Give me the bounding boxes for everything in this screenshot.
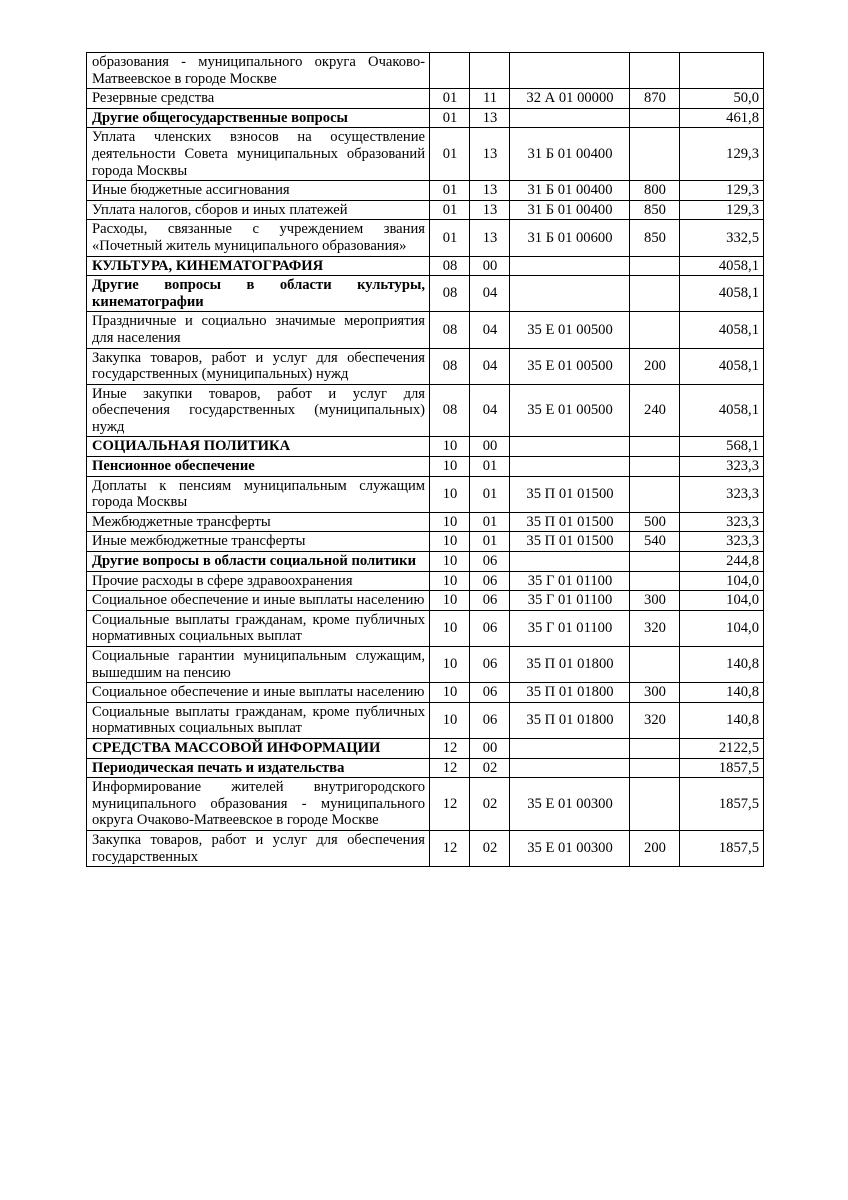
expense-name-cell: Периодическая печать и издательства xyxy=(87,758,430,778)
section-code-cell xyxy=(430,53,470,89)
table-row xyxy=(87,312,764,348)
subsection-code-cell: 00 xyxy=(470,437,510,457)
section-code-cell: 01 xyxy=(430,200,470,220)
amount-cell: 129,3 xyxy=(680,181,764,201)
section-code-cell: 01 xyxy=(430,220,470,256)
amount-cell: 104,0 xyxy=(680,571,764,591)
section-code-cell: 10 xyxy=(430,532,470,552)
amount-cell: 129,3 xyxy=(680,128,764,181)
subsection-code-cell: 04 xyxy=(470,384,510,437)
amount-cell: 4058,1 xyxy=(680,348,764,384)
expense-name-cell: Другие общегосударственные вопросы xyxy=(87,108,430,128)
expense-name-cell: Информирование жителей внутригородского муниципального образования - муниципального округа Очаково-Матвеевское в городе Москве xyxy=(87,778,430,831)
expense-name-cell: Социальное обеспечение и иные выплаты населению xyxy=(87,683,430,703)
amount-cell: 568,1 xyxy=(680,437,764,457)
section-code-cell: 10 xyxy=(430,702,470,738)
subsection-code-cell: 06 xyxy=(470,591,510,611)
table-row xyxy=(87,647,764,683)
target-article-cell: 35 Е 01 00500 xyxy=(510,384,630,437)
section-code-cell: 10 xyxy=(430,437,470,457)
expense-type-cell: 850 xyxy=(630,200,680,220)
expense-name-cell: Закупка товаров, работ и услуг для обеспечения государственных xyxy=(87,830,430,866)
amount-cell: 4058,1 xyxy=(680,384,764,437)
table-row xyxy=(87,437,764,457)
table-row xyxy=(87,571,764,591)
table-row xyxy=(87,702,764,738)
table-row xyxy=(87,108,764,128)
amount-cell: 140,8 xyxy=(680,702,764,738)
target-article-cell: 35 П 01 01800 xyxy=(510,702,630,738)
section-code-cell: 08 xyxy=(430,312,470,348)
subsection-code-cell: 00 xyxy=(470,256,510,276)
expense-type-cell xyxy=(630,312,680,348)
subsection-code-cell: 01 xyxy=(470,457,510,477)
table-row xyxy=(87,552,764,572)
section-code-cell: 08 xyxy=(430,276,470,312)
section-code-cell: 10 xyxy=(430,591,470,611)
target-article-cell: 31 Б 01 00600 xyxy=(510,220,630,256)
table-row xyxy=(87,591,764,611)
table-row xyxy=(87,476,764,512)
amount-cell: 244,8 xyxy=(680,552,764,572)
subsection-code-cell xyxy=(470,53,510,89)
target-article-cell: 35 Г 01 01100 xyxy=(510,591,630,611)
table-row xyxy=(87,610,764,646)
expense-type-cell xyxy=(630,778,680,831)
section-code-cell: 10 xyxy=(430,571,470,591)
section-code-cell: 12 xyxy=(430,778,470,831)
subsection-code-cell: 13 xyxy=(470,128,510,181)
section-code-cell: 08 xyxy=(430,384,470,437)
subsection-code-cell: 04 xyxy=(470,276,510,312)
expense-name-cell: Праздничные и социально значимые мероприятия для населения xyxy=(87,312,430,348)
amount-cell: 461,8 xyxy=(680,108,764,128)
section-code-cell: 10 xyxy=(430,610,470,646)
target-article-cell: 35 П 01 01800 xyxy=(510,647,630,683)
expense-type-cell xyxy=(630,476,680,512)
subsection-code-cell: 06 xyxy=(470,571,510,591)
target-article-cell xyxy=(510,552,630,572)
table-row xyxy=(87,830,764,866)
expense-name-cell: Расходы, связанные с учреждением звания «Почетный житель муниципального образования» xyxy=(87,220,430,256)
amount-cell: 4058,1 xyxy=(680,276,764,312)
budget-table-body xyxy=(87,53,764,867)
table-row xyxy=(87,512,764,532)
expense-type-cell: 870 xyxy=(630,89,680,109)
section-code-cell: 12 xyxy=(430,758,470,778)
section-code-cell: 01 xyxy=(430,128,470,181)
table-row xyxy=(87,738,764,758)
table-row xyxy=(87,181,764,201)
expense-type-cell xyxy=(630,738,680,758)
amount-cell: 332,5 xyxy=(680,220,764,256)
expense-name-cell: Иные межбюджетные трансферты xyxy=(87,532,430,552)
amount-cell: 323,3 xyxy=(680,476,764,512)
amount-cell: 4058,1 xyxy=(680,312,764,348)
amount-cell: 2122,5 xyxy=(680,738,764,758)
amount-cell: 50,0 xyxy=(680,89,764,109)
section-code-cell: 01 xyxy=(430,89,470,109)
amount-cell: 1857,5 xyxy=(680,778,764,831)
expense-type-cell xyxy=(630,128,680,181)
table-row xyxy=(87,220,764,256)
target-article-cell: 35 Е 01 00300 xyxy=(510,778,630,831)
table-row xyxy=(87,53,764,89)
target-article-cell: 35 П 01 01500 xyxy=(510,476,630,512)
target-article-cell: 35 Е 01 00500 xyxy=(510,348,630,384)
expense-type-cell xyxy=(630,276,680,312)
amount-cell: 104,0 xyxy=(680,591,764,611)
target-article-cell xyxy=(510,108,630,128)
subsection-code-cell: 13 xyxy=(470,181,510,201)
section-code-cell: 10 xyxy=(430,552,470,572)
expense-name-cell: Доплаты к пенсиям муниципальным служащим города Москвы xyxy=(87,476,430,512)
expense-type-cell: 500 xyxy=(630,512,680,532)
expense-name-cell: Другие вопросы в области культуры, кинематографии xyxy=(87,276,430,312)
expense-type-cell: 240 xyxy=(630,384,680,437)
subsection-code-cell: 00 xyxy=(470,738,510,758)
target-article-cell xyxy=(510,457,630,477)
amount-cell: 323,3 xyxy=(680,512,764,532)
expense-name-cell: Пенсионное обеспечение xyxy=(87,457,430,477)
subsection-code-cell: 06 xyxy=(470,552,510,572)
expense-name-cell: Межбюджетные трансферты xyxy=(87,512,430,532)
expense-name-cell: Социальное обеспечение и иные выплаты населению xyxy=(87,591,430,611)
target-article-cell: 31 Б 01 00400 xyxy=(510,200,630,220)
subsection-code-cell: 06 xyxy=(470,647,510,683)
expense-name-cell: Прочие расходы в сфере здравоохранения xyxy=(87,571,430,591)
target-article-cell xyxy=(510,53,630,89)
section-code-cell: 01 xyxy=(430,181,470,201)
table-row xyxy=(87,348,764,384)
subsection-code-cell: 02 xyxy=(470,830,510,866)
expense-type-cell: 320 xyxy=(630,702,680,738)
expense-type-cell xyxy=(630,647,680,683)
section-code-cell: 08 xyxy=(430,348,470,384)
subsection-code-cell: 01 xyxy=(470,476,510,512)
expense-type-cell xyxy=(630,457,680,477)
subsection-code-cell: 13 xyxy=(470,108,510,128)
table-row xyxy=(87,758,764,778)
amount-cell: 140,8 xyxy=(680,683,764,703)
expense-type-cell xyxy=(630,53,680,89)
expense-name-cell: Социальные выплаты гражданам, кроме публичных нормативных социальных выплат xyxy=(87,610,430,646)
subsection-code-cell: 06 xyxy=(470,702,510,738)
expense-name-cell: Социальные выплаты гражданам, кроме публичных нормативных социальных выплат xyxy=(87,702,430,738)
subsection-code-cell: 04 xyxy=(470,312,510,348)
section-code-cell: 10 xyxy=(430,457,470,477)
subsection-code-cell: 13 xyxy=(470,220,510,256)
table-row xyxy=(87,89,764,109)
table-row xyxy=(87,778,764,831)
table-row xyxy=(87,457,764,477)
target-article-cell: 35 Е 01 00500 xyxy=(510,312,630,348)
expense-name-cell: Другие вопросы в области социальной политики xyxy=(87,552,430,572)
section-code-cell: 10 xyxy=(430,683,470,703)
amount-cell: 1857,5 xyxy=(680,758,764,778)
subsection-code-cell: 11 xyxy=(470,89,510,109)
target-article-cell: 35 Е 01 00300 xyxy=(510,830,630,866)
expense-type-cell xyxy=(630,108,680,128)
expense-name-cell: образования - муниципального округа Очаково-Матвеевское в городе Москве xyxy=(87,53,430,89)
expense-type-cell xyxy=(630,552,680,572)
expense-type-cell: 800 xyxy=(630,181,680,201)
table-row xyxy=(87,532,764,552)
table-row xyxy=(87,128,764,181)
table-row xyxy=(87,683,764,703)
target-article-cell: 35 Г 01 01100 xyxy=(510,610,630,646)
subsection-code-cell: 01 xyxy=(470,512,510,532)
section-code-cell: 10 xyxy=(430,647,470,683)
subsection-code-cell: 04 xyxy=(470,348,510,384)
amount-cell: 4058,1 xyxy=(680,256,764,276)
amount-cell: 323,3 xyxy=(680,457,764,477)
section-code-cell: 01 xyxy=(430,108,470,128)
expense-name-cell: Социальные гарантии муниципальным служащим, вышедшим на пенсию xyxy=(87,647,430,683)
target-article-cell xyxy=(510,256,630,276)
subsection-code-cell: 01 xyxy=(470,532,510,552)
target-article-cell xyxy=(510,437,630,457)
table-row xyxy=(87,384,764,437)
subsection-code-cell: 06 xyxy=(470,683,510,703)
expense-name-cell: СРЕДСТВА МАССОВОЙ ИНФОРМАЦИИ xyxy=(87,738,430,758)
expense-name-cell: Резервные средства xyxy=(87,89,430,109)
expense-name-cell: Закупка товаров, работ и услуг для обеспечения государственных (муниципальных) нужд xyxy=(87,348,430,384)
expense-name-cell: КУЛЬТУРА, КИНЕМАТОГРАФИЯ xyxy=(87,256,430,276)
expense-type-cell: 200 xyxy=(630,830,680,866)
expense-type-cell: 850 xyxy=(630,220,680,256)
amount-cell xyxy=(680,53,764,89)
expense-type-cell: 300 xyxy=(630,683,680,703)
section-code-cell: 10 xyxy=(430,476,470,512)
expense-name-cell: Уплата налогов, сборов и иных платежей xyxy=(87,200,430,220)
target-article-cell xyxy=(510,738,630,758)
target-article-cell: 35 П 01 01800 xyxy=(510,683,630,703)
amount-cell: 140,8 xyxy=(680,647,764,683)
expense-name-cell: СОЦИАЛЬНАЯ ПОЛИТИКА xyxy=(87,437,430,457)
target-article-cell: 31 Б 01 00400 xyxy=(510,128,630,181)
expense-type-cell xyxy=(630,758,680,778)
subsection-code-cell: 02 xyxy=(470,758,510,778)
expense-type-cell: 320 xyxy=(630,610,680,646)
table-row xyxy=(87,200,764,220)
amount-cell: 104,0 xyxy=(680,610,764,646)
target-article-cell xyxy=(510,276,630,312)
expense-type-cell: 300 xyxy=(630,591,680,611)
section-code-cell: 12 xyxy=(430,830,470,866)
expense-type-cell: 540 xyxy=(630,532,680,552)
amount-cell: 323,3 xyxy=(680,532,764,552)
amount-cell: 129,3 xyxy=(680,200,764,220)
target-article-cell: 35 П 01 01500 xyxy=(510,532,630,552)
expense-type-cell xyxy=(630,437,680,457)
target-article-cell: 35 Г 01 01100 xyxy=(510,571,630,591)
subsection-code-cell: 13 xyxy=(470,200,510,220)
expense-name-cell: Иные бюджетные ассигнования xyxy=(87,181,430,201)
section-code-cell: 08 xyxy=(430,256,470,276)
subsection-code-cell: 06 xyxy=(470,610,510,646)
target-article-cell: 32 А 01 00000 xyxy=(510,89,630,109)
subsection-code-cell: 02 xyxy=(470,778,510,831)
section-code-cell: 10 xyxy=(430,512,470,532)
budget-table xyxy=(86,52,764,867)
table-row xyxy=(87,276,764,312)
amount-cell: 1857,5 xyxy=(680,830,764,866)
expense-type-cell xyxy=(630,571,680,591)
expense-type-cell: 200 xyxy=(630,348,680,384)
target-article-cell: 35 П 01 01500 xyxy=(510,512,630,532)
table-row xyxy=(87,256,764,276)
target-article-cell xyxy=(510,758,630,778)
expense-name-cell: Уплата членских взносов на осуществление деятельности Совета муниципальных образований города Москвы xyxy=(87,128,430,181)
expense-name-cell: Иные закупки товаров, работ и услуг для обеспечения государственных (муниципальных) нужд xyxy=(87,384,430,437)
section-code-cell: 12 xyxy=(430,738,470,758)
target-article-cell: 31 Б 01 00400 xyxy=(510,181,630,201)
expense-type-cell xyxy=(630,256,680,276)
